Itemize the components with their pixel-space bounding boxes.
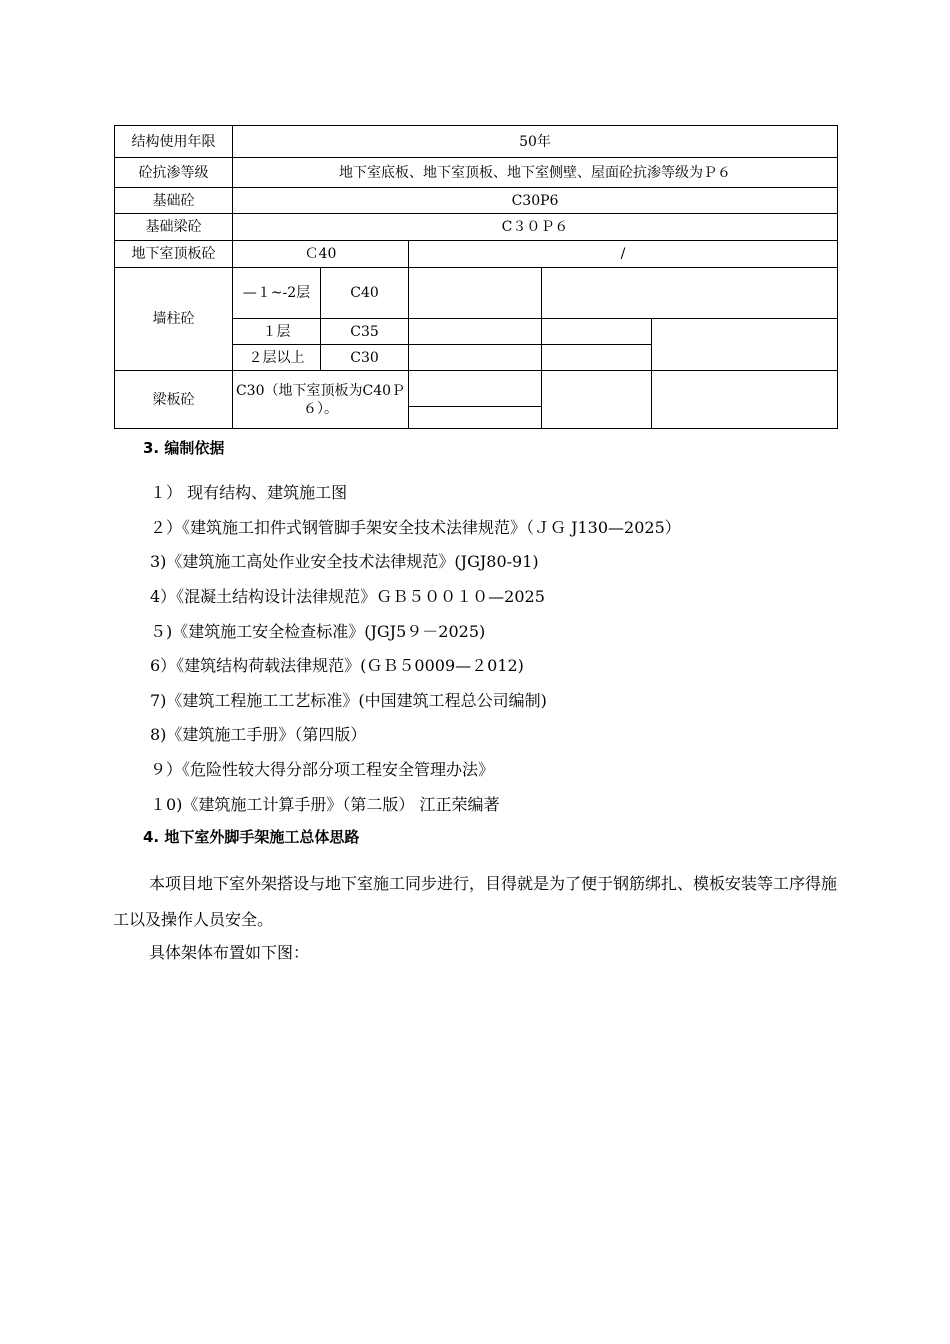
table-row [115, 188, 838, 214]
roof-slab-value: Ｃ40 [233, 241, 409, 268]
beam-slab-label: 梁板砼 [115, 371, 233, 429]
reference-item-4: 4）《混凝土结构设计法律规范》ＧＢ５００１０—2025 [150, 587, 545, 606]
table-row [115, 158, 838, 188]
wall-grade-cell: C30 [321, 345, 409, 371]
wall-grade-cell: C35 [321, 319, 409, 345]
wall-grade-cell: C40 [321, 268, 409, 319]
foundation-label: 基础砼 [115, 188, 233, 214]
wall-floor-cell: １层 [233, 319, 321, 345]
empty-cell [409, 268, 542, 319]
roof-slab-other: / [409, 241, 838, 268]
reference-item-7: 7)《建筑工程施工工艺标准》(中国建筑工程总公司编制) [150, 691, 547, 710]
table-row [115, 214, 838, 241]
reference-item-8: 8)《建筑施工手册》（第四版） [150, 725, 367, 744]
reference-item-10: １0)《建筑施工计算手册》（第二版） 江正荣编著 [150, 795, 500, 814]
wall-floor-cell: ２层以上 [233, 345, 321, 371]
section-3-heading: 3. 编制依据 [143, 439, 225, 457]
empty-cell [542, 319, 652, 345]
table-row [115, 241, 838, 268]
empty-cell [409, 371, 542, 407]
reference-item-5: ５)《建筑施工安全检查标准》(JGJ5９－2025) [150, 622, 486, 641]
wall-floor-cell: —１~-2层 [233, 268, 321, 319]
beam-slab-value: C30（地下室顶板为C40Ｐ６）。 [233, 371, 409, 429]
table-row [115, 126, 838, 158]
empty-cell [409, 319, 542, 345]
empty-cell [409, 345, 542, 371]
empty-cell [542, 268, 838, 319]
foundation-beam-value: C３０Ｐ６ [233, 214, 838, 241]
concrete-spec-table [114, 125, 838, 429]
impermeability-value: 地下室底板、地下室顶板、地下室侧壁、屋面砼抗渗等级为Ｐ６ [233, 158, 838, 188]
body-paragraph [113, 866, 837, 938]
reference-item-1: １） 现有结构、建筑施工图 [150, 483, 348, 502]
wall-column-label: 墙柱砼 [115, 268, 233, 371]
empty-cell [409, 407, 542, 429]
service-life-value: 50年 [233, 126, 838, 158]
empty-cell [542, 371, 652, 429]
section-4-heading: 4. 地下室外脚手架施工总体思路 [143, 828, 360, 846]
layout-note-text: 具体架体布置如下图： [149, 943, 310, 962]
empty-cell [652, 319, 838, 371]
foundation-value: C30P6 [233, 188, 838, 214]
foundation-beam-label: 基础梁砼 [115, 214, 233, 241]
empty-cell [652, 371, 838, 429]
reference-item-2: ２）《建筑施工扣件式钢管脚手架安全技术法律规范》（ＪＧ J130—2025） [150, 518, 681, 537]
layout-note [113, 940, 837, 966]
impermeability-label: 砼抗渗等级 [115, 158, 233, 188]
reference-item-9: ９）《危险性较大得分部分项工程安全管理办法》 [150, 760, 495, 779]
paragraph-text: 本项目地下室外架搭设与地下室施工同步进行，目得就是为了便于钢筋绑扎、模板安装等工序得施工以及操作人员安全。 [113, 874, 838, 929]
table-row [115, 371, 838, 407]
service-life-label: 结构使用年限 [115, 126, 233, 158]
reference-item-3: 3)《建筑施工高处作业安全技术法律规范》(JGJ80-91) [150, 552, 539, 571]
reference-item-6: 6）《建筑结构荷载法律规范》(ＧＢ５0009—２012) [150, 656, 524, 675]
empty-cell [542, 345, 652, 371]
roof-slab-label: 地下室顶板砼 [115, 241, 233, 268]
table-row [115, 268, 838, 319]
